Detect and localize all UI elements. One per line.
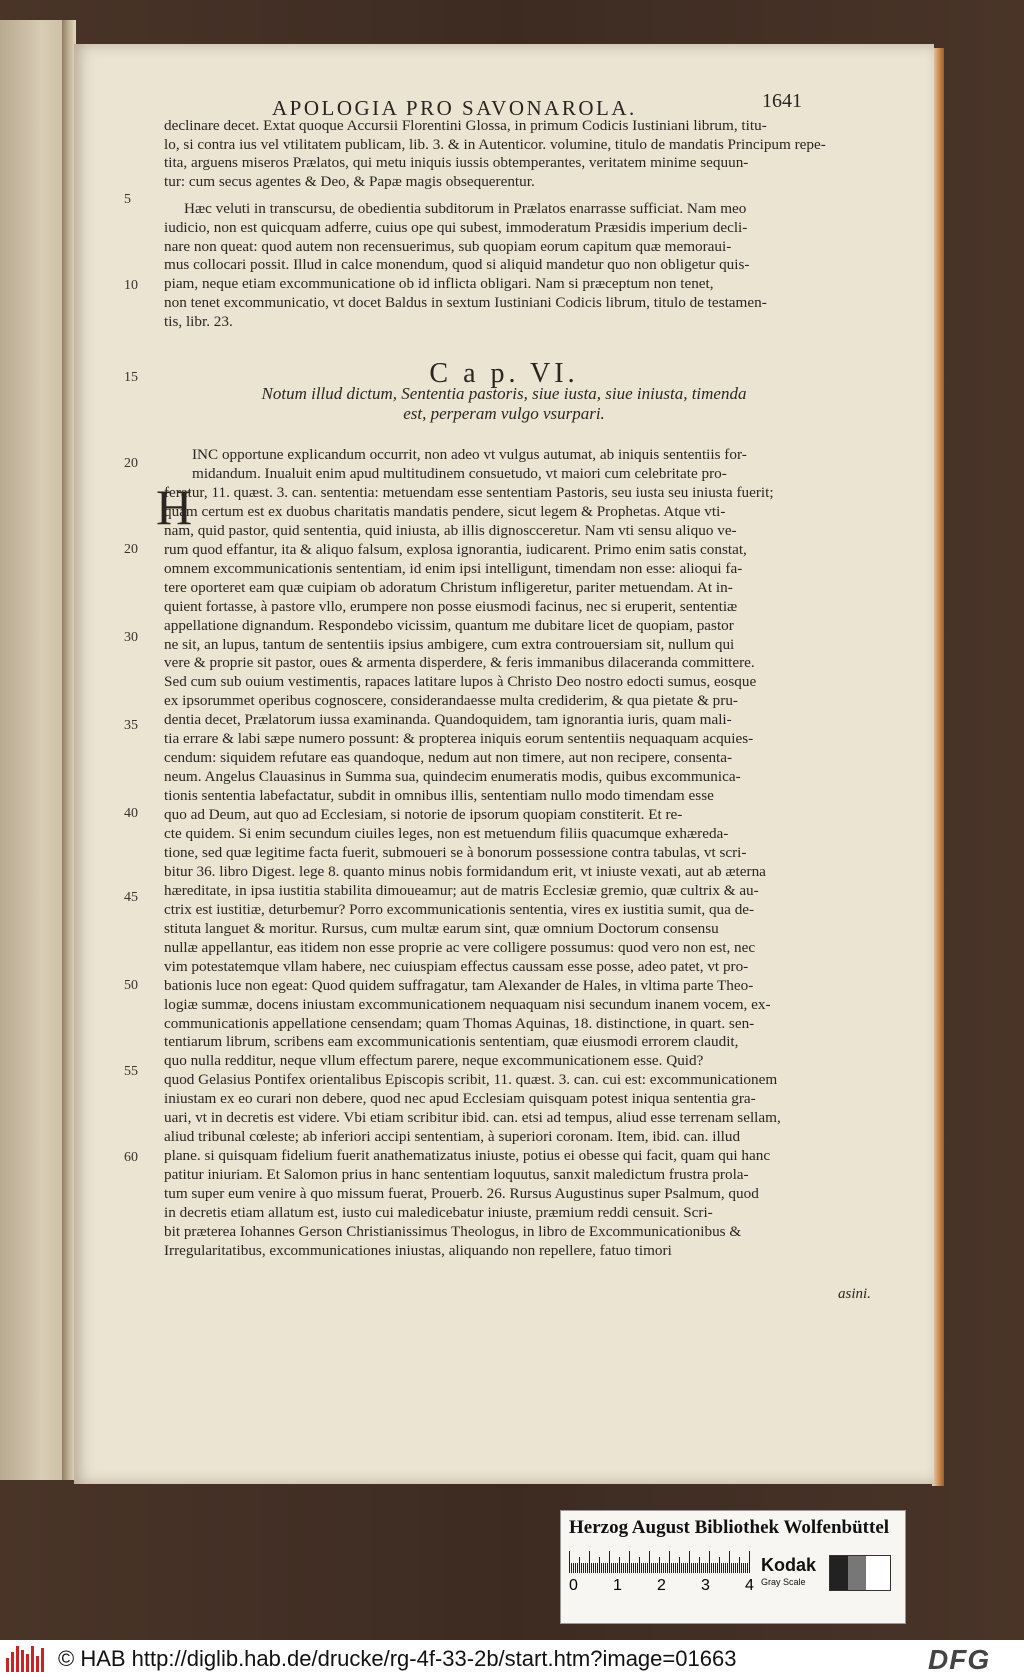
ruler-tick (671, 1563, 672, 1573)
text-line: nam, quid pastor, quid sententia, quid iniusta, ab illis dignoscceretur. Nam vti sensu aliquo ve- (164, 521, 737, 539)
ruler-tick (605, 1563, 606, 1573)
ruler-tick (579, 1557, 580, 1573)
ruler-tick (635, 1563, 636, 1573)
text-line: in decretis etiam allatum est, iusto cui maledicebatur iniuste, præmium reddi censuit. Scri- (164, 1204, 713, 1221)
ruler-tick (697, 1563, 698, 1573)
ruler-tick (569, 1551, 570, 1573)
ruler-tick (575, 1563, 576, 1573)
text-line: communicationis appellatione censendam; quam Thomas Aquinas, 18. distinctione, in quart. sen- (164, 1014, 755, 1032)
ruler-tick (735, 1563, 736, 1573)
ruler-tick (649, 1551, 650, 1573)
line-number: 30 (124, 630, 138, 645)
text-line: Irregularitatibus, excommunicationes iniustas, aliquando non repellere, fatuo timori (164, 1241, 672, 1259)
text-line: tionis sententia labefactatur, subdit in omnibus illis, sententiam nullo modo timendam esse (164, 787, 714, 805)
folio-number: 1641 (762, 90, 802, 112)
ruler-tick (593, 1563, 594, 1573)
text-line: tis, libr. 23. (164, 312, 233, 330)
ruler-tick (727, 1563, 728, 1573)
ruler-tick (613, 1563, 614, 1573)
text-line: vim potestatemque vllam habere, nec cuiuspiam effectus caussam esse posse, adeo patet, vt pro- (164, 957, 749, 975)
logo-bar (6, 1658, 9, 1672)
ruler-tick (749, 1551, 750, 1573)
ruler-tick (573, 1563, 574, 1573)
text-line: omnem excommunicationis sententiam, id enim ipsi intelligunt, timendam non esse: alioqui fa- (164, 559, 743, 577)
text-line: INC opportune explicandum occurrit, non adeo vt vulgus autumat, ab iniquis sententiis for- (192, 446, 747, 463)
text-line: cendum: siquidem refutare eas quandoque, nedum aut non timere, aut non recipere, consenta- (164, 749, 733, 767)
logo-bar (21, 1650, 24, 1672)
text-line: tur: cum secus agentes & Deo, & Papæ magis obsequerentur. (164, 172, 535, 190)
ruler-tick (585, 1563, 586, 1573)
ruler-tick (721, 1563, 722, 1573)
scale-ruler (569, 1551, 751, 1573)
ruler-tick (669, 1551, 670, 1573)
ruler-tick (595, 1563, 596, 1573)
ruler-tick (705, 1563, 706, 1573)
previous-page-edge (0, 20, 70, 1480)
ruler-tick (571, 1563, 572, 1573)
text-line: dentia decet, Prælatorum iussa examinanda. Quandoquidem, tam ignorantia iuris, quam mali- (164, 711, 732, 729)
gray-scale-label: Gray Scale (761, 1577, 806, 1587)
text-line: Sed cum sub ouium vestimentis, rapaces latitare lupos à Christo Deo nostro edocti sumus, eosque (164, 673, 757, 691)
text-line: tum super eum venire à quo missum fuerat, Prouerb. 26. Rursus Augustinus super Psalmum, quod (164, 1185, 759, 1203)
ruler-tick (609, 1551, 610, 1573)
kodak-logo: Kodak (761, 1555, 817, 1575)
ruler-tick (611, 1563, 612, 1573)
text-line: Hæc veluti in transcursu, de obedientia subditorum in Prælatos enarrasse sufficiat. Nam meo (184, 200, 747, 217)
ruler-number: 3 (701, 1577, 710, 1594)
ruler-tick (745, 1563, 746, 1573)
text-line: ctrix est iustitiæ, deturbemur? Porro excommunicationis sententia, vires ex iustitia sumit, qua de- (164, 900, 755, 918)
text-line: vere & proprie sit pastor, oues & armenta disperdere, & feris immanibus dilaceranda committere. (164, 654, 755, 672)
ruler-tick (659, 1557, 660, 1573)
ruler-tick (591, 1563, 592, 1573)
ruler-tick (639, 1557, 640, 1573)
ruler-tick (625, 1563, 626, 1573)
text-line: quam certum est ex duobus charitatis mandatis pendere, sicut legem & Prophetas. Atque vti- (164, 502, 726, 520)
ruler-tick (619, 1557, 620, 1573)
ruler-tick (717, 1563, 718, 1573)
logo-bar (11, 1652, 14, 1672)
text-line: tere oporteret eam quæ cuipiam ob adoratum Christum infligeretur, pariter metuendam. At in- (164, 578, 733, 596)
logo-bar (41, 1648, 44, 1672)
ruler-tick (739, 1557, 740, 1573)
ruler-tick (577, 1563, 578, 1573)
ruler-tick (641, 1563, 642, 1573)
ruler-tick (731, 1563, 732, 1573)
line-number: 20 (124, 542, 138, 557)
running-title: APOLOGIA PRO SAVONAROLA. (272, 96, 637, 120)
text-line: tentiarum librum, scribens eam excommunicationis sententiam, quæ eiusmodi errorem claudit, (164, 1033, 739, 1051)
text-line: aliud tribunal cœleste; ab inferiori accipi sententiam, à superiori coronam. Item, ibid. can. illud (164, 1128, 741, 1146)
text-line: midandum. Inualuit enim apud multitudinem consuetudo, vt maiori cum celebritate pro- (192, 464, 727, 482)
ruler-number: 2 (657, 1577, 666, 1594)
text-line: appellatione dignandum. Respondebo vicissim, quantum me dubitare licet de quopiam, pastor (164, 616, 734, 634)
text-line: bit præterea Iohannes Gerson Christianissimus Theologus, in libro de Excommunicationibus & (164, 1222, 742, 1240)
ruler-tick (643, 1563, 644, 1573)
ruler-tick (723, 1563, 724, 1573)
chapter-heading: C a p. VI. (429, 358, 579, 389)
ruler-tick (653, 1563, 654, 1573)
text-line: uari, vt in decretis est videre. Vbi etiam scribitur ibid. can. etsi ad tempus, aliud esse terrenam sellam, (164, 1109, 781, 1127)
ruler-tick (629, 1551, 630, 1573)
ruler-tick (729, 1551, 730, 1573)
ruler-tick (603, 1563, 604, 1573)
text-line: iniustam ex eo curari non debere, quod nec apud Ecclesiam quisquam potest iniqua sententia gra- (164, 1090, 756, 1108)
ruler-tick (581, 1563, 582, 1573)
text-line: tia errare & labi sæpe numero possunt: & propterea iniquis eorum sententiis nequaquam acquies- (164, 730, 754, 748)
text-line: cte quidem. Si enim secundum ciuiles leges, non est metuendum filiis quacumque exhæreda- (164, 825, 729, 842)
line-number: 50 (124, 978, 138, 993)
ruler-tick (607, 1563, 608, 1573)
ruler-tick (623, 1563, 624, 1573)
text-line: patitur iniuriam. Et Salomon prius in hanc sententiam loquutus, sanxit maledictum frustra prola- (164, 1166, 749, 1184)
text-line: quod Gelasius Pontifex orientalibus Episcopis scribit, 11. quæst. 3. can. cui est: excommunicationem (164, 1071, 778, 1089)
text-line: declinare decet. Extat quoque Accursii Florentini Glossa, in primum Codicis Iustiniani librum, titu- (164, 117, 767, 134)
hab-logo-icon (6, 1646, 46, 1672)
line-number: 15 (124, 370, 138, 385)
ruler-tick (743, 1563, 744, 1573)
text-line: stituta languet & moritur. Rursus, cum multæ earum sint, quæ omnium Doctorum consensu (164, 919, 719, 937)
ruler-tick (655, 1563, 656, 1573)
footer-bar (0, 1640, 1024, 1677)
line-number: 60 (124, 1150, 138, 1165)
text-line: piam, neque etiam excommunicatione ob id inflicta obligari. Nam si præceptum non tenet, (164, 275, 714, 293)
ruler-tick (685, 1563, 686, 1573)
ruler-tick (677, 1563, 678, 1573)
ruler-tick (679, 1557, 680, 1573)
text-line: nare non queat: quod autem non recensuerimus, sub quopiam eorum capitum quæ memoraui- (164, 237, 732, 255)
text-line: logiæ summæ, docens iniustam excommunicationem nequaquam nisi secundum inanem vocem, ex- (164, 995, 771, 1013)
book-page (74, 44, 934, 1484)
ruler-tick (701, 1563, 702, 1573)
text-line: lo, si contra ius vel vtilitatem publicam, lib. 3. & in Autenticor. volumine, titulo de mandatis Principum repe- (164, 135, 826, 153)
text-line: quo ad Deum, aut quo ad Ecclesiam, si notorie de ipsorum quopiam constiterit. Et re- (164, 806, 683, 824)
ruler-tick (597, 1563, 598, 1573)
chapter-title-line: Notum illud dictum, Sententia pastoris, siue iusta, siue iniusta, timenda (261, 384, 747, 403)
text-line: tita, arguens miseros Prælatos, qui metu iniquis iussis obtemperantes, veritatem minime sequun- (164, 154, 749, 171)
ruler-tick (741, 1563, 742, 1573)
ruler-tick (583, 1563, 584, 1573)
line-number: 45 (124, 890, 138, 905)
line-number: 40 (124, 806, 138, 821)
ruler-tick (713, 1563, 714, 1573)
ruler-number: 1 (613, 1577, 622, 1594)
line-number: 35 (124, 718, 138, 733)
ruler-tick (665, 1563, 666, 1573)
ruler-tick (689, 1551, 690, 1573)
ruler-tick (683, 1563, 684, 1573)
library-name: Herzog August Bibliothek Wolfenbüttel (569, 1517, 890, 1538)
logo-bar (26, 1654, 29, 1672)
ruler-tick (663, 1563, 664, 1573)
text-line: nullæ appellantur, eas itidem non esse proprie ac vere colligere possumus: quod vero non est, nec (164, 938, 756, 956)
text-line: ne sit, an lupus, tantum de sententiis ipsius ambigere, cum extra controuersiam sit, nullum qui (164, 635, 735, 653)
text-line: non tenet excommunicatio, vt docet Baldus in sextum Iustiniani Codicis librum, titulo de testamen- (164, 294, 767, 311)
ruler-tick (711, 1563, 712, 1573)
ruler-tick (673, 1563, 674, 1573)
ruler-tick (589, 1551, 590, 1573)
logo-bar (36, 1656, 39, 1672)
ruler-number: 0 (569, 1577, 578, 1594)
line-number: 5 (124, 192, 131, 207)
ruler-tick (747, 1563, 748, 1573)
ruler-tick (599, 1557, 600, 1573)
ruler-tick (601, 1563, 602, 1573)
text-line: hæreditate, in ipsa iustitia stabilita dimoueamur; aut de matris Ecclesiæ gremio, quæ cultrix & au- (164, 881, 759, 899)
text-line: ex ipsorummet operibus cognoscere, considerandaesse multa crediderim, & qua pietate & pru- (164, 692, 738, 710)
catchword: asini. (838, 1286, 871, 1302)
ruler-tick (687, 1563, 688, 1573)
ruler-tick (733, 1563, 734, 1573)
line-number: 55 (124, 1064, 138, 1079)
ruler-tick (645, 1563, 646, 1573)
logo-bar (16, 1646, 19, 1672)
gray-scale-patch (829, 1555, 891, 1591)
ruler-tick (725, 1563, 726, 1573)
ruler-tick (681, 1563, 682, 1573)
dfg-logo: DFG (928, 1644, 991, 1675)
ruler-tick (647, 1563, 648, 1573)
text-line: plane. si quisquam fidelium fuerit anathematizatus iniuste, potius ei obesse qui facit, quam qui hanc (164, 1147, 771, 1165)
line-number: 10 (124, 278, 138, 293)
ruler-tick (709, 1551, 710, 1573)
ruler-tick (695, 1563, 696, 1573)
source-link[interactable]: © HAB http://diglib.hab.de/drucke/rg-4f-33-2b/start.htm?image=01663 (58, 1646, 737, 1671)
ruler-tick (627, 1563, 628, 1573)
logo-bar (31, 1646, 34, 1672)
text-line: feratur, 11. quæst. 3. can. sententia: metuendam esse sententiam Pastoris, seu iusta seu iniusta fuerit; (164, 483, 774, 501)
ruler-tick (675, 1563, 676, 1573)
ruler-tick (691, 1563, 692, 1573)
text-line: rum quod effantur, ita & aliquo falsum, explosa ignorantia, iudicarent. Primo enim satis constat, (164, 540, 747, 558)
text-line: quient fortasse, à pastore vllo, erumpere non posse eiusmodi facinus, nec si eruperit, sententiæ (164, 597, 738, 615)
text-line: iudicio, non est quicquam adferre, cuius ope qui subest, immoderatum Præsidis imperium decli- (164, 218, 748, 236)
drop-cap: H (156, 479, 193, 535)
ruler-tick (715, 1563, 716, 1573)
line-number: 20 (124, 456, 138, 471)
ruler-tick (667, 1563, 668, 1573)
library-label (560, 1510, 906, 1624)
ruler-tick (661, 1563, 662, 1573)
ruler-tick (631, 1563, 632, 1573)
text-line: mus collocari possit. Illud in calce monendum, quod si aliquid mandetur quo non obligetur quis- (164, 256, 750, 274)
ruler-tick (615, 1563, 616, 1573)
ruler-tick (633, 1563, 634, 1573)
ruler-number: 4 (745, 1577, 754, 1594)
text-line: tione, sed quæ legitime facta fuerit, submoueri se à bonorum possessione contra tabulas, vt scri- (164, 843, 747, 861)
text-line: bitur 36. libro Digest. lege 8. quanto minus nobis formidandum erit, vt iniuste vexati, aut ab æterna (164, 862, 766, 880)
text-line: neum. Angelus Clauasinus in Summa sua, quindecim enumeratis modis, quibus excommunica- (164, 768, 741, 786)
chapter-title-line: est, perperam vulgo vsurpari. (403, 404, 605, 423)
text-line: bationis luce non egeat: Quod quidem suffragatur, tam Alexander de Hales, in vltima parte Theo- (164, 976, 754, 994)
ruler-tick (637, 1563, 638, 1573)
ruler-tick (737, 1563, 738, 1573)
ruler-tick (621, 1563, 622, 1573)
ruler-tick (617, 1563, 618, 1573)
ruler-tick (693, 1563, 694, 1573)
ruler-tick (719, 1557, 720, 1573)
ruler-tick (703, 1563, 704, 1573)
ruler-tick (651, 1563, 652, 1573)
ruler-tick (707, 1563, 708, 1573)
ruler-tick (657, 1563, 658, 1573)
text-line: quo nulla redditur, neque vllum effectum parere, neque excommunicationem esse. Quid? (164, 1052, 704, 1070)
ruler-tick (587, 1563, 588, 1573)
ruler-tick (699, 1557, 700, 1573)
